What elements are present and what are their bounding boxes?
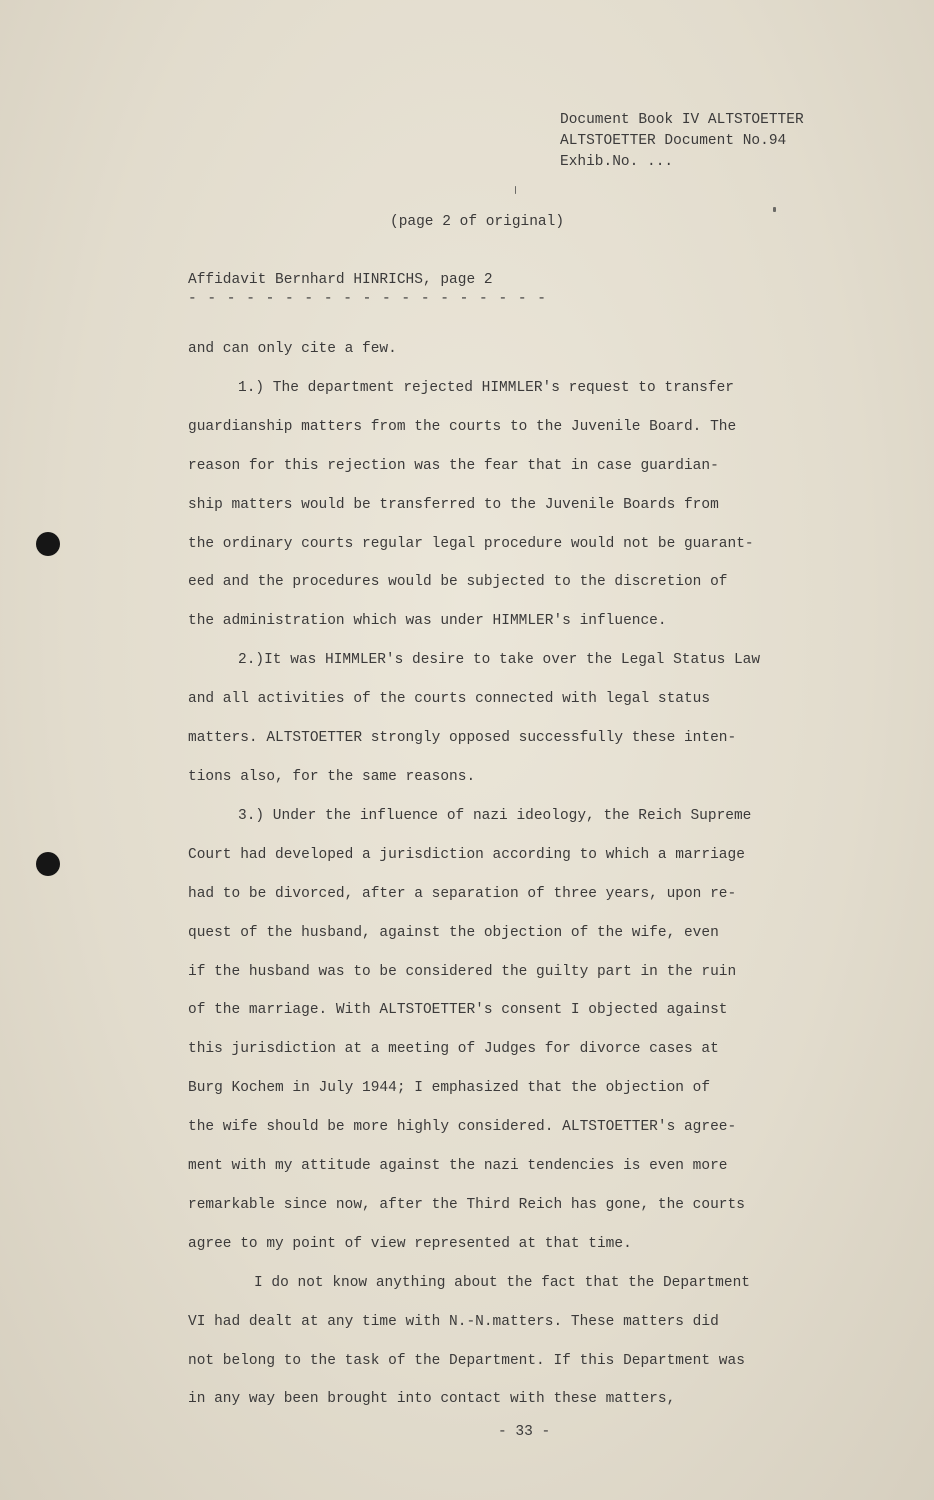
body-line: I do not know anything about the fact that the Department	[254, 1274, 750, 1291]
body-line: guardianship matters from the courts to the Juvenile Board. The	[188, 418, 737, 435]
body-line: 3.) Under the influence of nazi ideology, the Reich Supreme	[238, 807, 752, 824]
affidavit-title: Affidavit Bernhard HINRICHS, page 2	[188, 272, 493, 288]
punch-hole-icon	[36, 532, 60, 556]
body-line: the wife should be more highly considered. ALTSTOETTER's agree-	[188, 1119, 737, 1136]
body-line: the administration which was under HIMMLER's influence.	[188, 613, 667, 630]
body-line: remarkable since now, after the Third Reich has gone, the courts	[188, 1196, 745, 1213]
body-line: Court had developed a jurisdiction according to which a marriage	[188, 846, 745, 863]
page-note: (page 2 of original)	[390, 214, 565, 230]
body-line: and all activities of the courts connected with legal status	[188, 691, 711, 708]
body-line: the ordinary courts regular legal procedure would not be guarant-	[188, 535, 754, 552]
body-line: ment with my attitude against the nazi tendencies is even more	[188, 1158, 728, 1175]
body-line: tions also, for the same reasons.	[188, 768, 476, 785]
body-line: ship matters would be transferred to the Juvenile Boards from	[188, 496, 719, 513]
body-line: not belong to the task of the Department. If this Department was	[188, 1352, 745, 1369]
header-line-2: ALTSTOETTER Document No.94	[560, 133, 787, 149]
body-line: if the husband was to be considered the guilty part in the ruin	[188, 963, 737, 980]
header-line-1: Document Book IV ALTSTOETTER	[560, 112, 804, 128]
header-line-3: Exhib.No. ...	[560, 154, 674, 170]
ink-speck	[773, 207, 776, 212]
body-line: 1.) The department rejected HIMMLER's request to transfer	[238, 379, 734, 396]
page-number: - 33 -	[498, 1424, 551, 1440]
body-line: reason for this rejection was the fear that in case guardian-	[188, 457, 719, 474]
body-line: had to be divorced, after a separation of three years, upon re-	[188, 885, 737, 902]
punch-hole-icon	[36, 852, 60, 876]
body-line: 2.)It was HIMMLER's desire to take over the Legal Status Law	[238, 652, 761, 669]
affidavit-underline: - - - - - - - - - - - - - - - - - - -	[188, 291, 547, 307]
body-line: eed and the procedures would be subjected to the discretion of	[188, 574, 728, 591]
body-line: of the marriage. With ALTSTOETTER's consent I objected against	[188, 1002, 728, 1019]
document-header	[560, 110, 804, 173]
body-line: this jurisdiction at a meeting of Judges for divorce cases at	[188, 1041, 719, 1058]
body-line: in any way been brought into contact with these matters,	[188, 1391, 676, 1408]
ink-speck	[515, 186, 516, 194]
body-line: VI had dealt at any time with N.-N.matters. These matters did	[188, 1313, 719, 1330]
body-line: Burg Kochem in July 1944; I emphasized that the objection of	[188, 1080, 711, 1097]
document-body	[188, 330, 848, 1419]
body-line: quest of the husband, against the objection of the wife, even	[188, 924, 719, 941]
body-line: matters. ALTSTOETTER strongly opposed successfully these inten-	[188, 730, 737, 747]
body-line: agree to my point of view represented at that time.	[188, 1235, 632, 1252]
body-line: and can only cite a few.	[188, 341, 397, 357]
